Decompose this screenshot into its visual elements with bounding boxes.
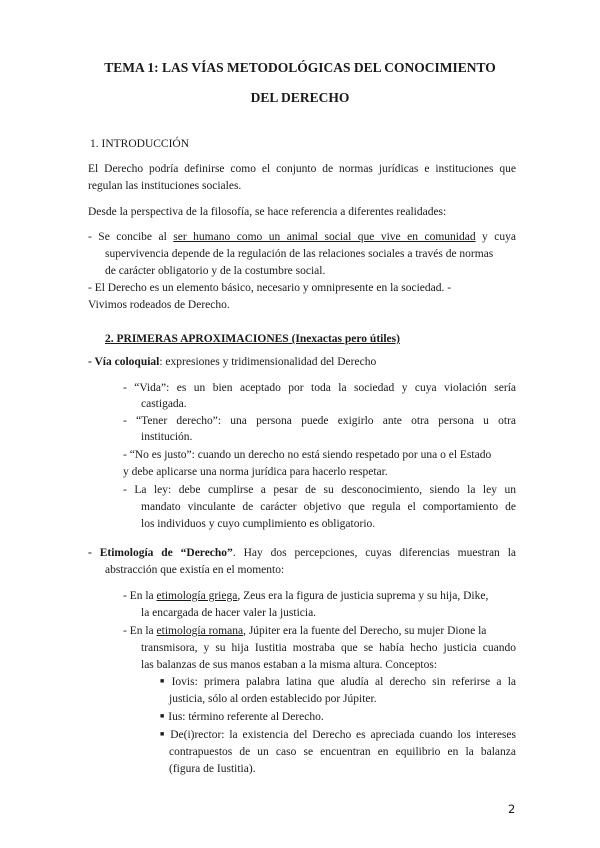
- etimologia-griega-underlined: etimología griega: [156, 590, 238, 602]
- intro-bullet-1-suffix: y cuya: [475, 231, 516, 243]
- ius-line: [160, 710, 324, 726]
- square-bullet-icon: ■: [160, 712, 165, 720]
- via-coloquial-dash: -: [88, 356, 95, 368]
- derector-line-3: (figura de Iustitia).: [169, 763, 256, 775]
- square-bullet-icon: ■: [160, 730, 167, 738]
- etimologia-romana-line-3: las balanzas de sus manos estaban a la misma altura. Conceptos:: [141, 659, 438, 671]
- via-coloquial-line: [88, 355, 376, 370]
- derector-line-1: [160, 728, 516, 744]
- section-2-heading: 2. PRIMERAS APROXIMACIONES (Inexactas pero útiles): [105, 333, 400, 345]
- la-ley-line-3: los individuos y cuyo cumplimiento es obligatorio.: [141, 518, 376, 530]
- etimologia-dash: -: [88, 547, 100, 559]
- vida-line-1: - “Vida”: es un bien aceptado por toda la sociedad y cuya violación sería: [123, 382, 516, 394]
- etimologia-griega-line-1: [123, 589, 488, 604]
- ius-text: Ius: término referente al Derecho.: [168, 711, 324, 723]
- etimologia-romana-line-1: [123, 624, 486, 639]
- etimologia-romana-suffix: , Júpiter era la fuente del Derecho, su mujer Dione la: [243, 625, 487, 637]
- no-es-justo-line-2: y debe aplicarse una norma jurídica para hacerlo respetar.: [123, 466, 388, 478]
- no-es-justo-line-1: - “No es justo”: cuando un derecho no está siendo respetado por una o el Estado: [123, 449, 492, 461]
- etimologia-griega-prefix: - En la: [123, 590, 157, 602]
- derector-line-2: contrapuestos de un caso se encuentran en equilibrio en la balanza: [169, 746, 516, 758]
- intro-bullet-2-line-2: Vivimos rodeados de Derecho.: [88, 299, 230, 311]
- la-ley-line-1: - La ley: debe cumplirse a pesar de su desconocimiento, siendo la ley un: [123, 484, 516, 496]
- via-coloquial-label: Vía coloquial: [94, 356, 160, 368]
- document-title-line-1: TEMA 1: LAS VÍAS METODOLÓGICAS DEL CONOCIMIENTO: [104, 60, 496, 75]
- iovis-line-1: [160, 675, 516, 691]
- etimologia-griega-line-2: la encargada de hacer valer la justicia.: [141, 607, 317, 619]
- etimologia-line-2: abstracción que existía en el momento:: [105, 564, 285, 576]
- page-number: 2: [508, 802, 516, 816]
- document-title-line-2: DEL DERECHO: [250, 90, 350, 105]
- etimologia-griega-suffix: , Zeus era la figura de justicia suprema y su hija, Dike,: [237, 590, 489, 602]
- etimologia-romana-underlined: etimología romana: [156, 625, 244, 637]
- iovis-line-2: justicia, sólo al orden establecido por Júpiter.: [169, 693, 377, 705]
- intro-bullet-1-line-3: de carácter obligatorio y de la costumbre social.: [105, 265, 326, 277]
- etimologia-rest: . Hay dos percepciones, cuyas diferencias muestran la: [232, 547, 516, 559]
- etimologia-romana-line-2: transmisora, y su hija Iustitia mostraba que se había hecho justicia cuando: [141, 642, 516, 654]
- intro-bullet-1-line-1: [88, 230, 516, 245]
- via-coloquial-rest: : expresiones y tridimensionalidad del Derecho: [159, 356, 377, 368]
- intro-bullet-1-prefix: - Se concibe al: [88, 231, 174, 243]
- derector-text: De(i)rector: la existencia del Derecho es apreciada cuando los intereses: [170, 729, 516, 741]
- etimologia-romana-prefix: - En la: [123, 625, 157, 637]
- intro-bullet-1-line-2: supervivencia depende de la regulación de las relaciones sociales a través de normas: [105, 248, 494, 260]
- intro-bullet-2-line-1: - El Derecho es un elemento básico, necesario y omnipresente en la sociedad. -: [88, 282, 452, 294]
- tener-derecho-line-2: institución.: [141, 431, 193, 443]
- vida-line-2: castigada.: [141, 398, 187, 410]
- intro-bullet-1-underlined: ser humano como un animal social que vive en comunidad: [173, 231, 476, 243]
- tener-derecho-line-1: - “Tener derecho”: una persona puede exigirlo ante otra persona u otra: [123, 415, 516, 427]
- iovis-text: Iovis: primera palabra latina que aludía al derecho sin referirse a la: [171, 676, 516, 688]
- intro-paragraph-2: Desde la perspectiva de la filosofía, se hace referencia a diferentes realidades:: [88, 206, 447, 218]
- etimologia-label: Etimología de “Derecho”: [99, 547, 233, 559]
- intro-paragraph-1-line-1: El Derecho podría definirse como el conjunto de normas jurídicas e instituciones que: [88, 163, 516, 175]
- square-bullet-icon: ■: [160, 677, 168, 685]
- la-ley-line-2: mandato vinculante de carácter objetivo que regula el comportamiento de: [141, 501, 516, 513]
- etimologia-line-1: [88, 546, 516, 561]
- intro-paragraph-1-line-2: regulan las instituciones sociales.: [88, 180, 242, 192]
- intro-heading: 1. INTRODUCCIÓN: [90, 138, 190, 150]
